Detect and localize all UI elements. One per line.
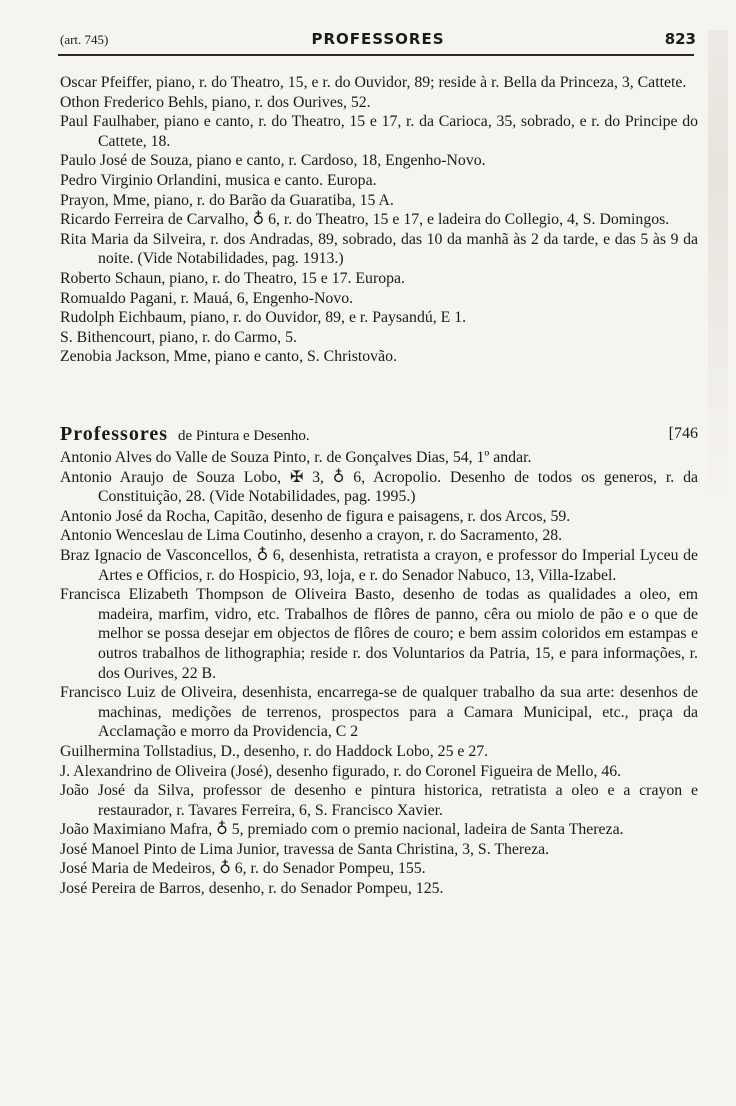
list-item: J. Alexandrino de Oliveira (José), desenho figurado, r. do Coronel Figueira de Mello, 46. bbox=[60, 762, 622, 780]
page-title: PROFESSORES bbox=[311, 30, 445, 48]
list-item: Othon Frederico Behls, piano, r. dos Ourives, 52. bbox=[60, 93, 371, 111]
section-number: [746 bbox=[668, 425, 698, 442]
list-item: Rudolph Eichbaum, piano, r. do Ouvidor, 89, e r. Paysandú, E 1. bbox=[60, 309, 467, 327]
list-item: Pedro Virginio Orlandini, musica e canto. Europa. bbox=[60, 171, 377, 189]
section-subtitle: de Pintura e Desenho. bbox=[178, 428, 310, 444]
section-title: Professores bbox=[60, 423, 169, 445]
list-item: Antonio José da Rocha, Capitão, desenho de figura e paisagens, r. dos Arcos, 59. bbox=[60, 507, 571, 525]
list-item: Rita Maria da Silveira, r. dos Andradas, 89, sobrado, das 10 da manhã às 2 da tarde, e das 5 às 9 da noite. (Vide Notabilidades, pag. 1913.) bbox=[60, 230, 698, 268]
list-item: José Maria de Medeiros, ♁ 6, r. do Senador Pompeu, 155. bbox=[60, 860, 426, 878]
list-item: Guilhermina Tollstadius, D., desenho, r. do Haddock Lobo, 25 e 27. bbox=[60, 742, 489, 760]
list-item: Antonio Alves do Valle de Souza Pinto, r. de Gonçalves Dias, 54, 1º andar. bbox=[60, 449, 532, 466]
list-item: Ricardo Ferreira de Carvalho, ♁ 6, r. do Theatro, 15 e 17, e ladeira do Collegio, 4, S. Domingos. bbox=[60, 211, 670, 229]
list-item: Zenobia Jackson, Mme, piano e canto, S. Christovão. bbox=[60, 348, 397, 366]
list-item: S. Bithencourt, piano, r. do Carmo, 5. bbox=[60, 328, 297, 346]
list-item: Braz Ignacio de Vasconcellos, ♁ 6, desenhista, retratista a crayon, e professor do Imperial Lyceu de Artes e Officios, r. do Hospicio, 93, loja, e r. do Senador Nabuco, 13, Villa-Izabel. bbox=[60, 546, 698, 584]
section-heading bbox=[60, 423, 698, 447]
list-item: José Pereira de Barros, desenho, r. do Senador Pompeu, 125. bbox=[60, 880, 444, 898]
list-item: Paul Faulhaber, piano e canto, r. do Theatro, 15 e 17, r. da Carioca, 35, sobrado, e r. do Principe do Cattete, 18. bbox=[60, 113, 698, 150]
list-item: Antonio Araujo de Souza Lobo, ✠ 3, ♁ 6, Acropolio. Desenho de todos os generos, r. da Constituição, 28. (Vide Notabilidades, pag. 1995.) bbox=[60, 468, 698, 506]
list-item: Romualdo Pagani, r. Mauá, 6, Engenho-Novo. bbox=[60, 289, 354, 307]
paper-stain bbox=[708, 30, 728, 730]
list-item: Oscar Pfeiffer, piano, r. do Theatro, 15, e r. do Ouvidor, 89; reside à r. Bella da Princeza, 3, Cattete. bbox=[60, 74, 687, 91]
running-head bbox=[60, 28, 696, 54]
list-item: Antonio Wenceslau de Lima Coutinho, desenho a crayon, r. do Sacramento, 28. bbox=[60, 527, 563, 545]
list-item: Roberto Schaun, piano, r. do Theatro, 15 e 17. Europa. bbox=[60, 269, 405, 287]
list-item: José Manoel Pinto de Lima Junior, travessa de Santa Christina, 3, S. Thereza. bbox=[60, 840, 550, 858]
header-rule bbox=[58, 54, 694, 56]
list-item: Prayon, Mme, piano, r. do Barão da Guaratiba, 15 A. bbox=[60, 191, 394, 209]
page-number: 823 bbox=[664, 30, 696, 48]
article-ref: (art. 745) bbox=[60, 32, 109, 47]
list-item: João José da Silva, professor de desenho e pintura historica, retratista a oleo e a crayon e restaurador, r. Tavares Ferreira, 6, S. Francisco Xavier. bbox=[60, 782, 698, 819]
drawing-teachers-list bbox=[60, 448, 698, 899]
list-item: Francisco Luiz de Oliveira, desenhista, encarrega-se de qualquer trabalho da sua arte: desenhos de machinas, medições de terrenos, prospectos para a Camara Municipal, etc., praça da Acclamação e morro da Providencia, C 2 bbox=[60, 684, 698, 741]
list-item: João Maximiano Mafra, ♁ 5, premiado com o premio nacional, ladeira de Santa Thereza. bbox=[60, 821, 624, 839]
list-item: Francisca Elizabeth Thompson de Oliveira Basto, desenho de todas as qualidades a oleo, em madeira, marfim, vidro, etc. Trabalhos de flôres de panno, cêra ou miolo de pão e o que de melhor se possa desejar em objectos de flôres de couro; e bem assim coloridos em estampas e outros trabalhos de lithographia; reside r. dos Voluntarios da Patria, 15, e para informações, r. dos Ourives, 22 B. bbox=[60, 586, 698, 682]
list-item: Paulo José de Souza, piano e canto, r. Cardoso, 18, Engenho-Novo. bbox=[60, 152, 486, 170]
music-teachers-list bbox=[60, 73, 698, 367]
